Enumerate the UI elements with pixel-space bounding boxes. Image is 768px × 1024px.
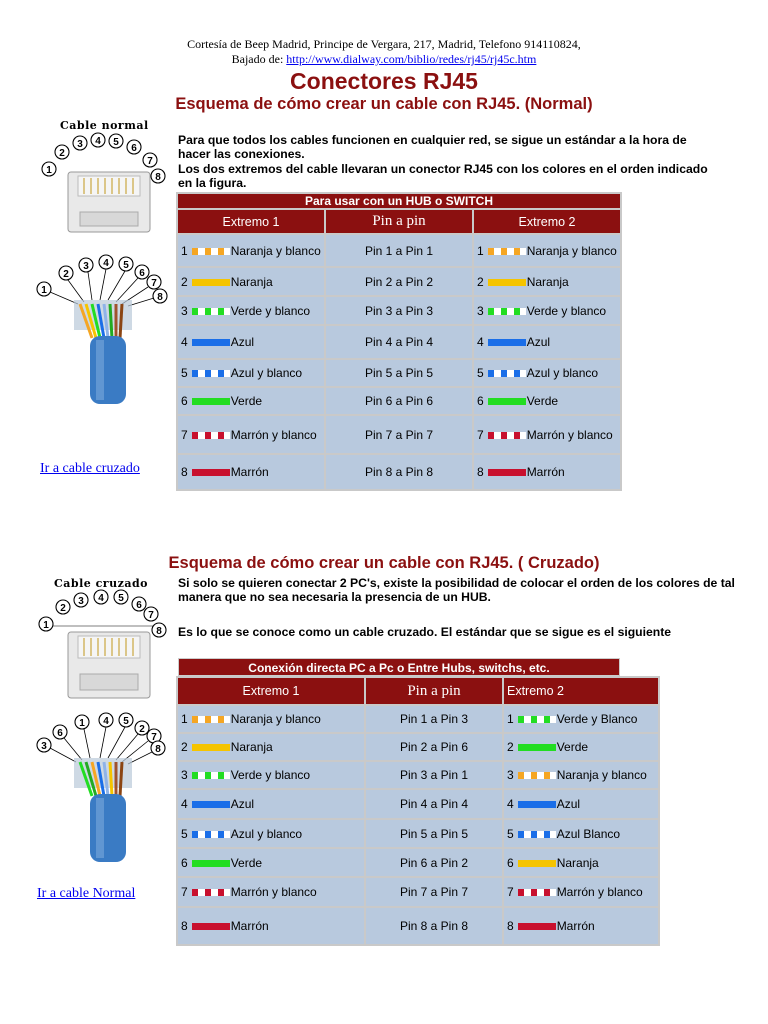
wire-color-label: Naranja y blanco <box>556 768 647 782</box>
table-row <box>178 360 620 386</box>
table-row <box>178 762 658 788</box>
normal-paragraph-2: Los dos extremos del cable llevaran un conector RJ45 con los colores en el orden indicado en la figura. <box>178 162 708 190</box>
wire-color-swatch <box>488 339 526 346</box>
source-link[interactable]: http://www.dialway.com/biblio/redes/rj45/rj45c.htm <box>286 52 537 66</box>
svg-text:5: 5 <box>118 593 124 604</box>
extremo-2-cell <box>474 235 620 266</box>
wire-color-swatch <box>488 279 526 286</box>
normal-table <box>176 192 622 491</box>
pin-mapping-cell: Pin 5 a Pin 5 <box>366 820 502 847</box>
pin-mapping-cell: Pin 4 a Pin 4 <box>326 326 472 358</box>
normal-paragraph-1: Para que todos los cables funcionen en cualquier red, se sigue un estándar a la hora de hacer las conexiones. <box>178 133 687 161</box>
svg-text:2: 2 <box>59 148 65 159</box>
svg-text:3: 3 <box>78 596 84 607</box>
pin-number: 8 <box>181 465 188 479</box>
extremo-1-cell <box>178 297 324 324</box>
header-pin-a-pin: Pin a pin <box>326 210 472 233</box>
svg-text:7: 7 <box>151 278 157 289</box>
pin-number: 2 <box>507 740 514 754</box>
pin-mapping-cell: Pin 7 a Pin 7 <box>326 416 472 453</box>
wire-color-label: Marrón <box>230 919 269 933</box>
svg-text:7: 7 <box>147 156 153 167</box>
header-extremo-1: Extremo 1 <box>178 678 364 704</box>
pin-mapping-cell: Pin 3 a Pin 1 <box>366 762 502 788</box>
pin-number: 2 <box>477 274 484 289</box>
pin-number: 3 <box>181 768 188 782</box>
wire-color-swatch <box>518 801 556 808</box>
extremo-1-cell <box>178 706 364 732</box>
wire-color-label: Verde y blanco <box>230 303 311 318</box>
pin-number: 7 <box>181 427 188 442</box>
pin-number: 5 <box>507 826 514 841</box>
svg-text:1: 1 <box>43 620 49 631</box>
svg-text:1: 1 <box>41 285 47 296</box>
wire-color-swatch <box>192 339 230 346</box>
wire-color-label: Verde <box>526 394 559 408</box>
svg-text:2: 2 <box>60 603 66 614</box>
pin-number: 5 <box>477 366 484 380</box>
pin-number: 3 <box>181 303 188 318</box>
cable-cruzado-caption: Cable cruzado <box>54 577 148 590</box>
wire-color-swatch <box>488 308 526 315</box>
wire-color-swatch <box>192 398 230 405</box>
pin-number: 2 <box>181 740 188 754</box>
svg-text:4: 4 <box>103 716 109 727</box>
svg-text:1: 1 <box>46 165 52 176</box>
table-row <box>178 235 620 266</box>
extremo-2-cell <box>474 360 620 386</box>
wire-color-label: Verde <box>230 394 263 408</box>
svg-text:6: 6 <box>57 728 63 739</box>
pin-number: 8 <box>181 919 188 933</box>
svg-text:3: 3 <box>41 741 47 752</box>
wire-color-label: Azul <box>526 335 551 349</box>
pin-mapping-cell: Pin 6 a Pin 6 <box>326 388 472 414</box>
wire-color-label: Marrón <box>556 919 595 933</box>
extremo-2-cell <box>474 416 620 453</box>
table-row <box>178 268 620 295</box>
wire-color-label: Marrón <box>526 465 565 479</box>
wire-color-label: Naranja <box>230 740 273 754</box>
svg-text:8: 8 <box>155 172 161 183</box>
pin-number: 1 <box>477 243 484 258</box>
pin-mapping-cell: Pin 5 a Pin 5 <box>326 360 472 386</box>
pin-number: 8 <box>507 919 514 933</box>
pin-number: 7 <box>181 885 188 899</box>
cruzado-table-title: Conexión directa PC a Pc o Entre Hubs, switchs, etc. <box>178 658 620 676</box>
table-title: Para usar con un HUB o SWITCH <box>178 194 620 208</box>
pin-mapping-cell: Pin 8 a Pin 8 <box>326 455 472 489</box>
table-row <box>178 388 620 414</box>
extremo-1-cell <box>178 790 364 818</box>
wire-color-swatch <box>488 398 526 405</box>
wire-color-swatch <box>192 469 230 476</box>
table-row <box>178 416 620 453</box>
pin-number: 3 <box>507 768 514 782</box>
extremo-1-cell <box>178 908 364 944</box>
extremo-1-cell <box>178 878 364 906</box>
pin-number: 6 <box>181 855 188 870</box>
extremo-2-cell <box>504 908 658 944</box>
wire-color-label: Azul <box>230 797 255 811</box>
extremo-2-cell <box>504 790 658 818</box>
wire-color-swatch <box>192 432 230 439</box>
extremo-1-cell <box>178 849 364 876</box>
table-row <box>178 820 658 847</box>
wire-color-swatch <box>192 923 230 930</box>
wire-color-label: Azul Blanco <box>556 826 621 841</box>
wire-color-label: Naranja y blanco <box>526 243 617 258</box>
wire-color-label: Verde y Blanco <box>556 712 638 726</box>
link-cable-cruzado[interactable]: Ir a cable cruzado <box>40 461 140 476</box>
pin-number: 4 <box>181 797 188 811</box>
pin-mapping-cell: Pin 6 a Pin 2 <box>366 849 502 876</box>
pin-mapping-cell: Pin 8 a Pin 8 <box>366 908 502 944</box>
extremo-1-cell <box>178 268 324 295</box>
pin-number: 7 <box>507 885 514 899</box>
extremo-1-cell <box>178 388 324 414</box>
pin-mapping-cell: Pin 1 a Pin 1 <box>326 235 472 266</box>
pin-number: 1 <box>181 712 188 726</box>
wire-color-swatch <box>192 279 230 286</box>
svg-text:5: 5 <box>113 137 119 148</box>
wire-color-swatch <box>192 744 230 751</box>
svg-text:8: 8 <box>156 626 162 637</box>
svg-text:6: 6 <box>136 600 142 611</box>
wire-color-swatch <box>488 370 526 377</box>
extremo-1-cell <box>178 734 364 760</box>
pin-number: 6 <box>507 855 514 870</box>
svg-text:8: 8 <box>157 292 163 303</box>
rj45-connector-icon <box>38 132 173 247</box>
wire-color-swatch <box>192 370 230 377</box>
credit-line: Cortesía de Beep Madrid, Principe de Vergara, 217, Madrid, Telefono 914110824, <box>187 37 581 51</box>
wire-color-swatch <box>518 860 556 867</box>
table-row <box>178 790 658 818</box>
wire-color-label: Azul y blanco <box>230 366 303 380</box>
extremo-2-cell <box>504 706 658 732</box>
table-row <box>178 326 620 358</box>
normal-subtitle: Esquema de cómo crear un cable con RJ45. (Normal) <box>175 95 593 113</box>
pin-number: 5 <box>181 826 188 841</box>
svg-text:4: 4 <box>103 258 109 269</box>
pin-number: 4 <box>477 335 484 349</box>
wire-color-swatch <box>192 248 230 255</box>
svg-text:3: 3 <box>77 139 83 150</box>
extremo-2-cell <box>474 297 620 324</box>
cruzado-paragraph-1: Si solo se quieren conectar 2 PC's, existe la posibilidad de colocar el orden de los colores de tal manera que no sea necesaria la presencia de un HUB. <box>178 576 735 604</box>
pin-number: 1 <box>507 712 514 726</box>
extremo-1-cell <box>178 235 324 266</box>
wire-color-label: Naranja <box>526 274 569 289</box>
extremo-2-cell <box>474 455 620 489</box>
wire-color-swatch <box>488 248 526 255</box>
pin-number: 8 <box>477 465 484 479</box>
table-row <box>178 878 658 906</box>
header-extremo-1: Extremo 1 <box>178 210 324 233</box>
wire-color-label: Marrón y blanco <box>230 427 317 442</box>
pin-number: 3 <box>477 303 484 318</box>
wire-color-label: Naranja y blanco <box>230 712 321 726</box>
svg-text:7: 7 <box>148 610 154 621</box>
pin-number: 4 <box>507 797 514 811</box>
wire-color-swatch <box>518 744 556 751</box>
wire-color-swatch <box>488 469 526 476</box>
wire-color-label: Azul <box>230 335 255 349</box>
download-source <box>0 52 768 66</box>
svg-text:3: 3 <box>83 261 89 272</box>
wire-color-label: Marrón y blanco <box>556 885 643 899</box>
svg-text:8: 8 <box>155 744 161 755</box>
svg-text:5: 5 <box>123 260 129 271</box>
extremo-2-cell <box>504 878 658 906</box>
pin-mapping-cell: Pin 3 a Pin 3 <box>326 297 472 324</box>
download-label: Bajado de: <box>231 52 287 66</box>
pin-mapping-cell: Pin 1 a Pin 3 <box>366 706 502 732</box>
svg-text:7: 7 <box>151 732 157 743</box>
pin-number: 7 <box>477 427 484 442</box>
pin-number: 2 <box>181 274 188 289</box>
pin-number: 4 <box>181 335 188 349</box>
wire-color-swatch <box>192 889 230 896</box>
rj45-connector-icon <box>33 588 173 713</box>
table-row <box>178 849 658 876</box>
wire-color-label: Verde y blanco <box>526 303 607 318</box>
wire-color-swatch <box>192 801 230 808</box>
wire-color-swatch <box>192 860 230 867</box>
wire-color-swatch <box>192 716 230 723</box>
pin-mapping-cell: Pin 4 a Pin 4 <box>366 790 502 818</box>
cruzado-subtitle: Esquema de cómo crear un cable con RJ45. ( Cruzado) <box>168 554 600 572</box>
extremo-2-cell <box>474 268 620 295</box>
cruzado-paragraph-2: Es lo que se conoce como un cable cruzado. El estándar que se sigue es el siguiente <box>178 625 672 639</box>
wire-color-label: Azul y blanco <box>526 366 599 380</box>
wire-color-swatch <box>518 772 556 779</box>
svg-text:2: 2 <box>63 269 69 280</box>
extremo-2-cell <box>504 734 658 760</box>
svg-text:1: 1 <box>79 718 85 729</box>
table-row <box>178 734 658 760</box>
pin-mapping-cell: Pin 7 a Pin 7 <box>366 878 502 906</box>
extremo-1-cell <box>178 820 364 847</box>
extremo-2-cell <box>504 762 658 788</box>
wire-color-swatch <box>192 308 230 315</box>
wire-color-label: Marrón y blanco <box>230 885 317 899</box>
extremo-2-cell <box>504 849 658 876</box>
svg-text:2: 2 <box>139 724 145 735</box>
wire-color-swatch <box>518 923 556 930</box>
wire-color-swatch <box>488 432 526 439</box>
pin-number: 1 <box>181 243 188 258</box>
extremo-1-cell <box>178 326 324 358</box>
svg-text:5: 5 <box>123 716 129 727</box>
extremo-2-cell <box>504 820 658 847</box>
extremo-1-cell <box>178 455 324 489</box>
svg-text:4: 4 <box>95 136 101 147</box>
page-title: Conectores RJ45 <box>290 68 478 94</box>
wire-color-swatch <box>518 716 556 723</box>
wire-color-label: Verde <box>556 740 589 754</box>
header-extremo-2: Extremo 2 <box>474 210 620 233</box>
cable-normal-caption: Cable normal <box>60 119 149 132</box>
link-cable-normal[interactable]: Ir a cable Normal <box>37 886 136 901</box>
wire-color-swatch <box>192 831 230 838</box>
svg-text:4: 4 <box>98 593 104 604</box>
header-extremo-2: Extremo 2 <box>504 678 658 704</box>
extremo-2-cell <box>474 388 620 414</box>
wire-color-swatch <box>518 889 556 896</box>
extremo-2-cell <box>474 326 620 358</box>
wire-color-label: Verde <box>230 855 263 870</box>
pin-number: 6 <box>477 394 484 408</box>
cable-wires-icon <box>30 254 175 404</box>
header-pin-a-pin: Pin a pin <box>366 678 502 704</box>
cable-wires-icon <box>30 712 175 862</box>
wire-color-swatch <box>518 831 556 838</box>
wire-color-label: Azul <box>556 797 581 811</box>
wire-color-swatch <box>192 772 230 779</box>
pin-mapping-cell: Pin 2 a Pin 6 <box>366 734 502 760</box>
svg-text:6: 6 <box>131 143 137 154</box>
svg-text:6: 6 <box>139 268 145 279</box>
extremo-1-cell <box>178 360 324 386</box>
table-row <box>178 297 620 324</box>
pin-number: 6 <box>181 394 188 408</box>
table-row <box>178 908 658 944</box>
cruzado-table <box>176 676 660 946</box>
wire-color-label: Naranja y blanco <box>230 243 321 258</box>
wire-color-label: Verde y blanco <box>230 768 311 782</box>
wire-color-label: Marrón y blanco <box>526 427 613 442</box>
extremo-1-cell <box>178 416 324 453</box>
table-row <box>178 706 658 732</box>
wire-color-label: Naranja <box>230 274 273 289</box>
wire-color-label: Azul y blanco <box>230 826 303 841</box>
pin-mapping-cell: Pin 2 a Pin 2 <box>326 268 472 295</box>
wire-color-label: Marrón <box>230 465 269 479</box>
table-row <box>178 455 620 489</box>
extremo-1-cell <box>178 762 364 788</box>
wire-color-label: Naranja <box>556 855 599 870</box>
pin-number: 5 <box>181 366 188 380</box>
